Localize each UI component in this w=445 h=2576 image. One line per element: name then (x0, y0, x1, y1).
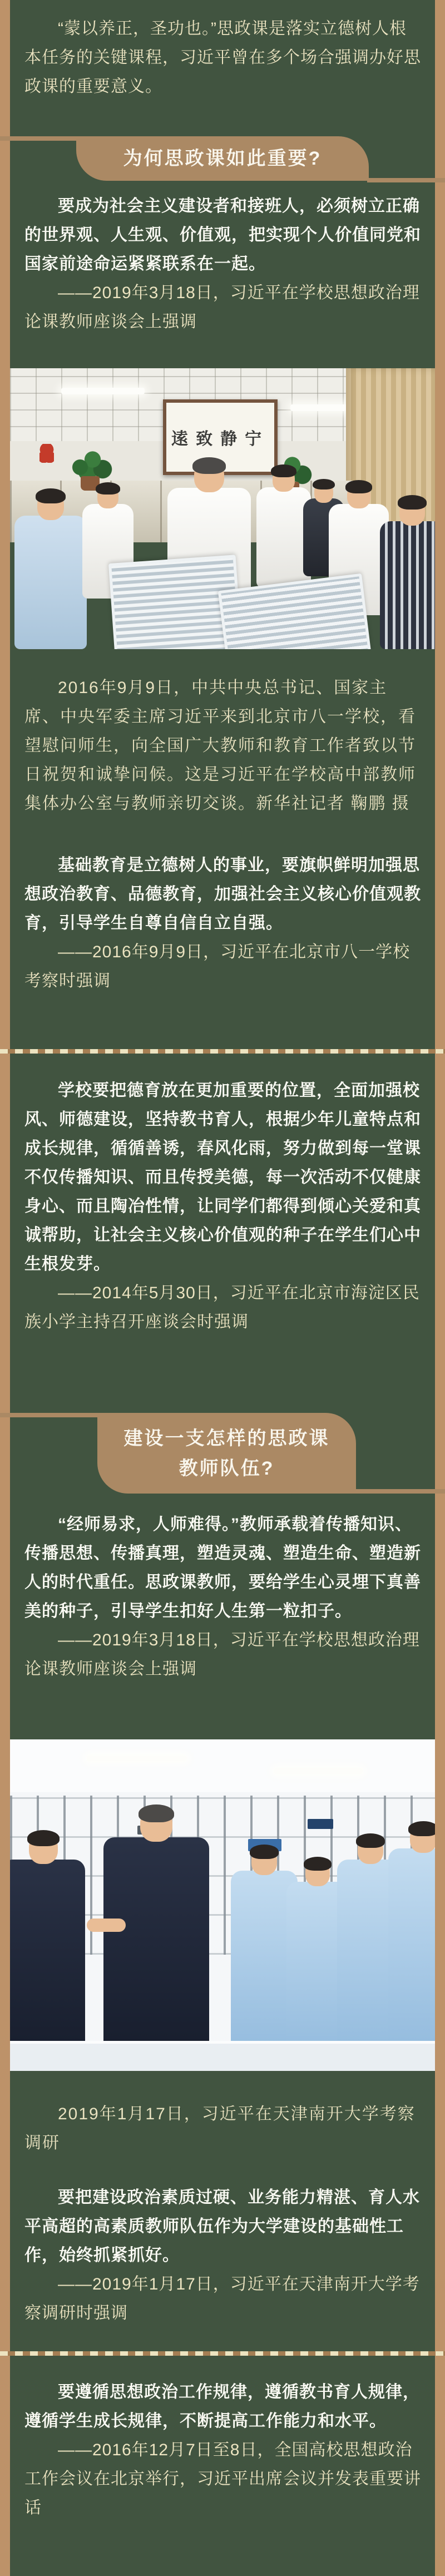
quote-attribution-4: ——2019年3月18日，习近平在学校思想政治理论课教师座谈会上强调 (24, 1631, 420, 1678)
person-head (305, 1860, 330, 1886)
red-flower-decor (39, 444, 54, 463)
person-official-darksuit (10, 1833, 85, 2071)
person-head (37, 491, 64, 520)
person-torso (388, 1848, 435, 2071)
ceiling-light (274, 1768, 363, 1774)
photo2-caption-text: 2019年1月17日，习近平在天津南开大学考察调研 (24, 2105, 416, 2152)
quote-attribution-2: ——2016年9月9日，习近平在北京市八一学校考察时强调 (24, 943, 411, 990)
quote-block-4 (24, 1510, 423, 1684)
quote-block-3 (24, 1076, 423, 1337)
quote-text-3: 学校要把德育放在更加重要的位置，全面加强校风、师德建设，坚持教书育人，根据少年儿童特点和成长规律，循循善诱，春风化雨，努力做到每一堂课不仅传播知识、而且传授美德，每一次活动不仅健康身心、而且陶冶性情，让同学们都得到倾心关爱和真诚帮助，让社会主义核心价值观的种子在学生们心中生根发芽。 (24, 1081, 421, 1273)
potted-plant (65, 444, 115, 483)
person-torso (380, 521, 435, 649)
quote-text-6: 要遵循思想政治工作规律，遵循教书育人规律，遵循学生成长规律，不断提高工作能力和水平。 (24, 2383, 420, 2430)
person-head (140, 1807, 172, 1842)
ribbon-line-right (354, 1489, 445, 1494)
dashed-divider-1 (0, 1049, 445, 1054)
photo1-caption (24, 674, 423, 818)
section2-badge (97, 1413, 356, 1494)
quote-attribution-1: ——2019年3月18日，习近平在学校思想政治理论课教师座谈会上强调 (24, 284, 420, 331)
quote-text-2: 基础教育是立德树人的事业，要旗帜鲜明加强思想政治教育、品德教育，加强社会主义核心价值观教育，引导学生自尊自信自立自强。 (24, 856, 421, 932)
person-head (410, 1824, 435, 1853)
section1-badge-label: 为何思政课如此重要? (123, 148, 322, 169)
person-xi-jinping (103, 1807, 209, 2071)
quote-block-6 (24, 2378, 423, 2523)
photo-school-visit (10, 368, 435, 649)
person-head (347, 483, 370, 508)
person-head (251, 1847, 277, 1875)
lab-equipment-chip (308, 1819, 333, 1829)
quote-attribution-3: ——2014年5月30日，习近平在北京市海淀区民族小学主持召开座谈会时强调 (24, 1284, 420, 1331)
quote-attribution-6: ——2016年12月7日至8日，全国高校思想政治工作会议在北京举行，习近平出席会议并发表重要讲话 (24, 2441, 421, 2517)
section2-heading-row (0, 1413, 445, 1494)
person-teacher-right (380, 498, 435, 649)
calligraphy-text: 逺致静宁 (171, 429, 270, 448)
person-torso (14, 516, 87, 649)
quote-attribution-5: ——2019年1月17日，习近平在天津南开大学考察调研时强调 (24, 2275, 420, 2322)
intro-text: “蒙以养正，圣功也。”思政课是落实立德树人根本任务的关键课程，习近平曾在多个场合强调办好思政课的重要意义。 (24, 19, 421, 96)
ceiling-light (87, 1756, 187, 1761)
section1-badge (76, 136, 369, 181)
person-head (194, 460, 224, 492)
person-torso (10, 1860, 85, 2071)
person-head (273, 467, 295, 492)
ceiling-light (61, 388, 145, 394)
quote-block-5 (24, 2183, 423, 2328)
section2-badge-line1: 建设一支怎样的思政课 (123, 1427, 330, 1449)
photo2-caption (24, 2100, 423, 2158)
handshake (87, 1919, 126, 1932)
quote-text-4: “经师易求，人师难得。”教师承载着传播知识、传播思想、传播真理，塑造灵魂、塑造生命、塑造新人的时代重任。思政课教师，要给学生心灵埋下真善美的种子，引导学生扣好人生第一粒扣子。 (24, 1515, 421, 1620)
quote-text-5: 要把建设政治素质过硬、业务能力精湛、育人水平高超的高素质教师队伍作为大学建设的基础性工作，始终抓紧抓好。 (24, 2188, 420, 2264)
quote-text-1: 要成为社会主义建设者和接班人，必须树立正确的世界观、人生观、价值观，把实现个人价值同党和国家前途命运紧紧联系在一起。 (24, 197, 421, 273)
quote-block-2 (24, 851, 423, 996)
intro-paragraph (24, 14, 423, 101)
person-lab-student (388, 1824, 435, 2071)
person-head (399, 498, 425, 526)
photo2-ceiling (10, 1739, 435, 1792)
person-official-left (14, 491, 87, 649)
person-head (97, 485, 118, 508)
person-torso (103, 1837, 209, 2071)
person-head (358, 1836, 383, 1864)
photo-nankai-lab (10, 1739, 435, 2071)
person-head (29, 1833, 58, 1864)
section1-heading-row (0, 136, 445, 182)
photo2-foreground-bench (10, 2041, 435, 2071)
section2-badge-line2: 教师队伍? (179, 1457, 275, 1479)
photo1-caption-text: 2016年9月9日，中共中央总书记、国家主席、中央军委主席习近平来到北京市八一学校，看望慰问师生，向全国广大教师和教育工作者致以节日祝贺和诚挚问候。这是习近平在学校高中部教师集体办公室与教师亲切交谈。新华社记者 鞠鹏 摄 (24, 679, 416, 813)
quote-block-1 (24, 192, 423, 337)
ribbon-line-right (367, 178, 445, 182)
dashed-divider-2 (0, 2351, 445, 2356)
